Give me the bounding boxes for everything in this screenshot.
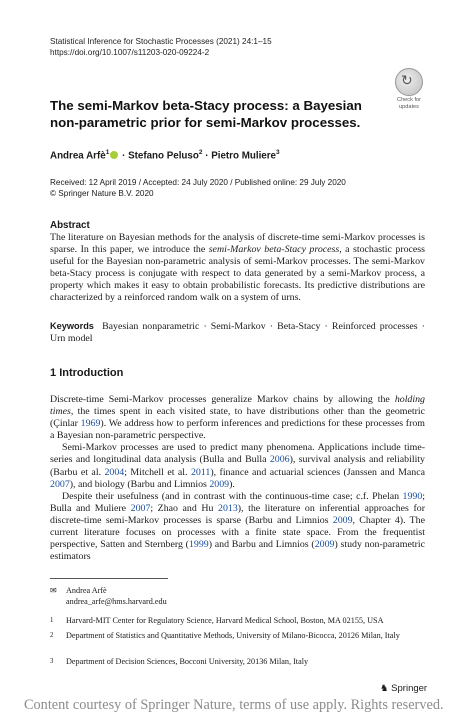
citation-link[interactable]: 2004 xyxy=(104,466,125,478)
date-history: Received: 12 April 2019 / Accepted: 24 July 2020 / Published online: 29 July 2020 xyxy=(50,178,346,187)
journal-citation: Statistical Inference for Stochastic Processes (2021) 24:1–15 xyxy=(50,37,272,46)
text-run: ), the literature on inferential approaches for discrete-time semi-Markov processes is sparse (Barbu and Limnios xyxy=(50,502,425,526)
text-run: ; Zhao and Hu xyxy=(150,502,218,514)
corresponding-author xyxy=(50,586,425,607)
author-name[interactable]: Stefano Peluso xyxy=(128,150,199,162)
section-heading xyxy=(50,367,123,379)
keywords-label: Keywords xyxy=(50,321,94,331)
section-title: Introduction xyxy=(59,367,124,379)
orcid-icon[interactable] xyxy=(110,151,118,159)
text-run: , the times spent in each visited state, to have distributions other than the geometric (Çinlar xyxy=(50,406,425,430)
citation-link[interactable]: 2013 xyxy=(218,502,238,514)
keywords xyxy=(50,320,425,345)
badge-label-1: Check for xyxy=(397,97,421,103)
affiliation-footnote xyxy=(50,657,425,668)
text-run: Semi-Markov processes are used to predict many phenomena. Applications include time-series and longitudinal data analysis (Bulla and Bulla xyxy=(50,442,425,466)
journal-header xyxy=(50,36,272,58)
publisher-logo xyxy=(380,683,427,694)
intro-body xyxy=(50,394,425,563)
text-run: ) and Barbu and Limnios ( xyxy=(208,539,315,551)
text-run: , Chapter 4). The current literature focuses on processes with a finite state space. From the frequentist perspective, Satten and Sternberg ( xyxy=(50,514,425,551)
citation-link[interactable]: 2009 xyxy=(209,478,230,490)
affiliation-footnote xyxy=(50,631,425,642)
keywords-text: Bayesian nonparametric · Semi-Markov · Beta-Stacy · Reinforced processes · Urn model xyxy=(50,321,426,345)
text-run: Despite their usefulness (and in contrast with the continuous-time case; c.f. Phelan xyxy=(62,490,403,502)
affiliation-footnote xyxy=(50,616,425,627)
author-affiliation-mark: 3 xyxy=(276,149,280,156)
text-run: ), and biology (Barbu and Limnios xyxy=(69,478,210,490)
intro-paragraph xyxy=(50,394,425,442)
paper-title: The semi-Markov beta-Stacy process: a Bayesian non-parametric prior for semi-Markov processes. xyxy=(50,98,362,130)
doi-link[interactable]: https://doi.org/10.1007/s11203-020-09224-2 xyxy=(50,48,210,57)
text-run: ; Mitchell et al. xyxy=(124,466,191,478)
section-number: 1 xyxy=(50,367,57,379)
corresponding-author-name: Andrea Arfè xyxy=(66,586,107,595)
text-run: ), finance and actuarial sciences (Janssen and Manca xyxy=(210,466,425,478)
text-run: Discrete-time Semi-Markov processes generalize Markov chains by allowing the xyxy=(50,394,395,405)
text-run: ; Bulla and Muliere xyxy=(50,490,425,514)
citation-link[interactable]: 2009 xyxy=(314,539,335,551)
citation-link[interactable]: 2007 xyxy=(50,478,70,490)
abstract-text xyxy=(50,232,425,305)
citation-link[interactable]: 1990 xyxy=(402,490,423,502)
citation-link[interactable]: 2009 xyxy=(332,514,353,526)
footnote-mark: 3 xyxy=(50,658,54,665)
author-affiliation-mark: 1 xyxy=(105,149,110,156)
corresponding-author-email[interactable]: andrea_arfe@hms.harvard.edu xyxy=(66,596,167,606)
affiliation-text: Harvard-MIT Center for Regulatory Science, Harvard Medical School, Boston, MA 02155, USA xyxy=(66,616,384,625)
publication-dates xyxy=(50,177,346,199)
author-name[interactable]: Pietro Muliere xyxy=(211,150,277,162)
author-separator: · xyxy=(122,150,126,162)
footnote-divider xyxy=(50,578,168,579)
author-name[interactable]: Andrea Arfè xyxy=(50,150,106,162)
envelope-icon: ✉ xyxy=(50,586,57,595)
intro-paragraph xyxy=(50,442,425,490)
publisher-name: Springer xyxy=(391,683,428,694)
text-run: ). We address how to perform inferences and predictions for these processes from a Bayesian non-parametric perspective. xyxy=(50,418,425,442)
citation-link[interactable]: 2007 xyxy=(130,502,151,514)
footnote-mark: 2 xyxy=(50,632,54,639)
refresh-icon: ↻ xyxy=(395,68,423,96)
abstract-text-part: , a stochastic process useful for the Bayesian non-parametric analysis of semi-Markov processes. The semi-Markov beta-Stacy process is conjugate with respect to data generated by a semi-Markov process, a property which makes it easy to obtain probabilistic forecasts. Its predictive distributions are characterized by a reinforced random walk on a system of urns. xyxy=(50,244,425,304)
author-list xyxy=(50,149,280,161)
text-run: ), survival analysis and reliability (Barbu et al. xyxy=(50,454,425,478)
text-run: ). xyxy=(229,478,235,490)
badge-label-2: updates xyxy=(399,104,419,110)
author-affiliation-mark: 2 xyxy=(198,149,203,156)
abstract-heading: Abstract xyxy=(50,220,90,231)
citation-link[interactable]: 2011 xyxy=(190,466,211,478)
abstract-text-part: The literature on Bayesian methods for the analysis of discrete-time semi-Markov processes is sparse. In this paper, we introduce the xyxy=(50,232,425,256)
text-run: ) study non-parametric estimators xyxy=(50,539,425,563)
text-emphasis: holding times xyxy=(50,394,425,418)
author-separator: · xyxy=(205,150,209,162)
affiliation-text: Department of Statistics and Quantitative Methods, University of Milano-Bicocca, 20126 Milan, Italy xyxy=(66,631,400,640)
courtesy-notice: Content courtesy of Springer Nature, terms of use apply. Rights reserved. xyxy=(24,697,444,713)
affiliation-text: Department of Decision Sciences, Bocconi University, 20136 Milan, Italy xyxy=(66,657,309,666)
footnote-mark: 1 xyxy=(50,617,54,624)
intro-paragraph xyxy=(50,491,425,564)
citation-link[interactable]: 1969 xyxy=(80,418,101,430)
springer-horse-icon: ♞ xyxy=(380,683,389,694)
check-for-updates-badge[interactable] xyxy=(393,68,425,110)
citation-link[interactable]: 2006 xyxy=(269,454,290,466)
citation-link[interactable]: 1999 xyxy=(188,539,209,551)
abstract-emphasis: semi-Markov beta-Stacy process xyxy=(208,244,340,256)
copyright-line: © Springer Nature B.V. 2020 xyxy=(50,189,154,198)
